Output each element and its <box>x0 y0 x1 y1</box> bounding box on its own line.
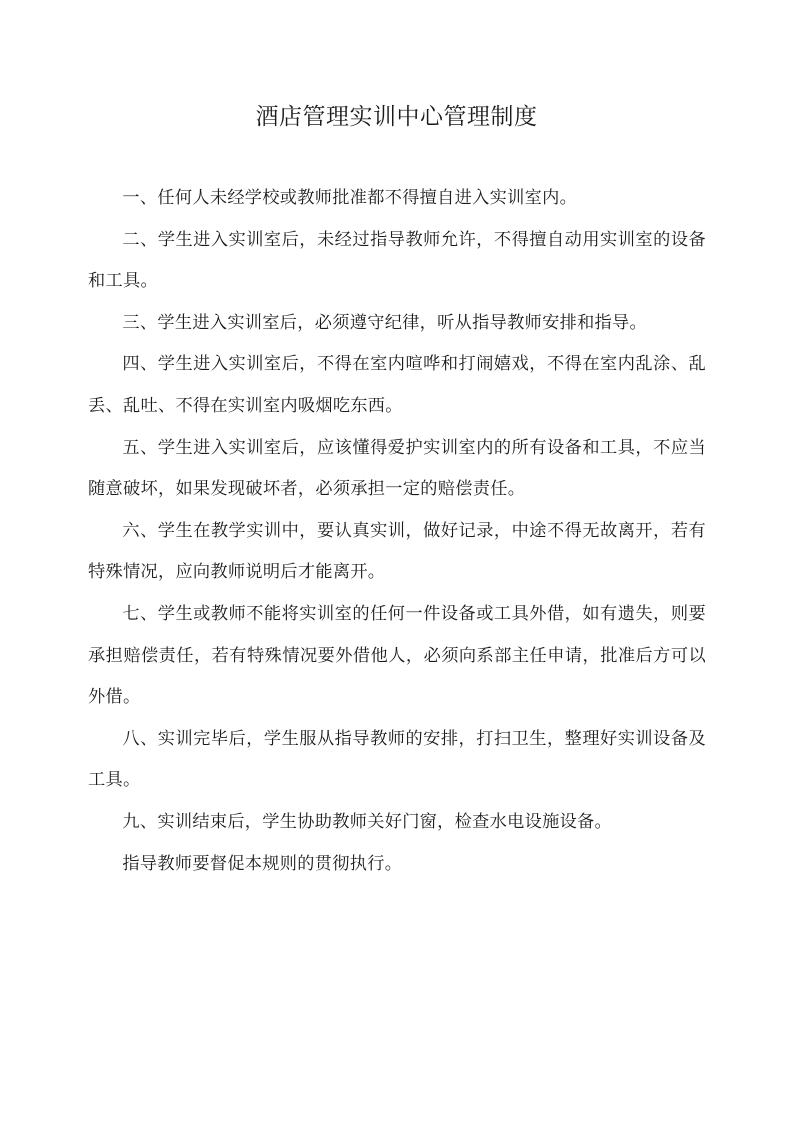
rule-paragraph-1: 一、任何人未经学校或教师批准都不得擅自进入实训室内。 <box>122 188 578 208</box>
document-body <box>88 178 706 885</box>
rule-paragraph-5: 五、学生进入实训室后，应该懂得爱护实训室内的所有设备和工具，不应当随意破坏，如果发现破坏者，必须承担一定的赔偿责任。 <box>88 437 706 500</box>
rule-paragraph-7: 七、学生或教师不能将实训室的任何一件设备或工具外借，如有遗失，则要承担赔偿责任，若有特殊情况要外借他人，必须向系部主任申请，批准后方可以外借。 <box>88 603 706 708</box>
rule-paragraph-2: 二、学生进入实训室后，未经过指导教师允许，不得擅自动用实训室的设备和工具。 <box>88 229 706 292</box>
rule-paragraph-4: 四、学生进入实训室后，不得在室内喧哗和打闹嬉戏，不得在室内乱涂、乱丢、乱吐、不得在实训室内吸烟吃东西。 <box>88 354 706 416</box>
rule-paragraph-6: 六、学生在教学实训中，要认真实训，做好记录，中途不得无故离开，若有特殊情况，应向教师说明后才能离开。 <box>88 520 706 583</box>
rule-paragraph-9: 九、实训结束后，学生协助教师关好门窗，检查水电设施设备。 <box>122 811 613 832</box>
rule-paragraph-8: 八、实训完毕后，学生服从指导教师的安排，打扫卫生，整理好实训设备及工具。 <box>88 728 706 791</box>
document-title: 酒店管理实训中心管理制度 <box>255 104 538 130</box>
closing-paragraph: 指导教师要督促本规则的贯彻执行。 <box>122 853 403 874</box>
rule-paragraph-3: 三、学生进入实训室后，必须遵守纪律，听从指导教师安排和指导。 <box>122 312 648 333</box>
